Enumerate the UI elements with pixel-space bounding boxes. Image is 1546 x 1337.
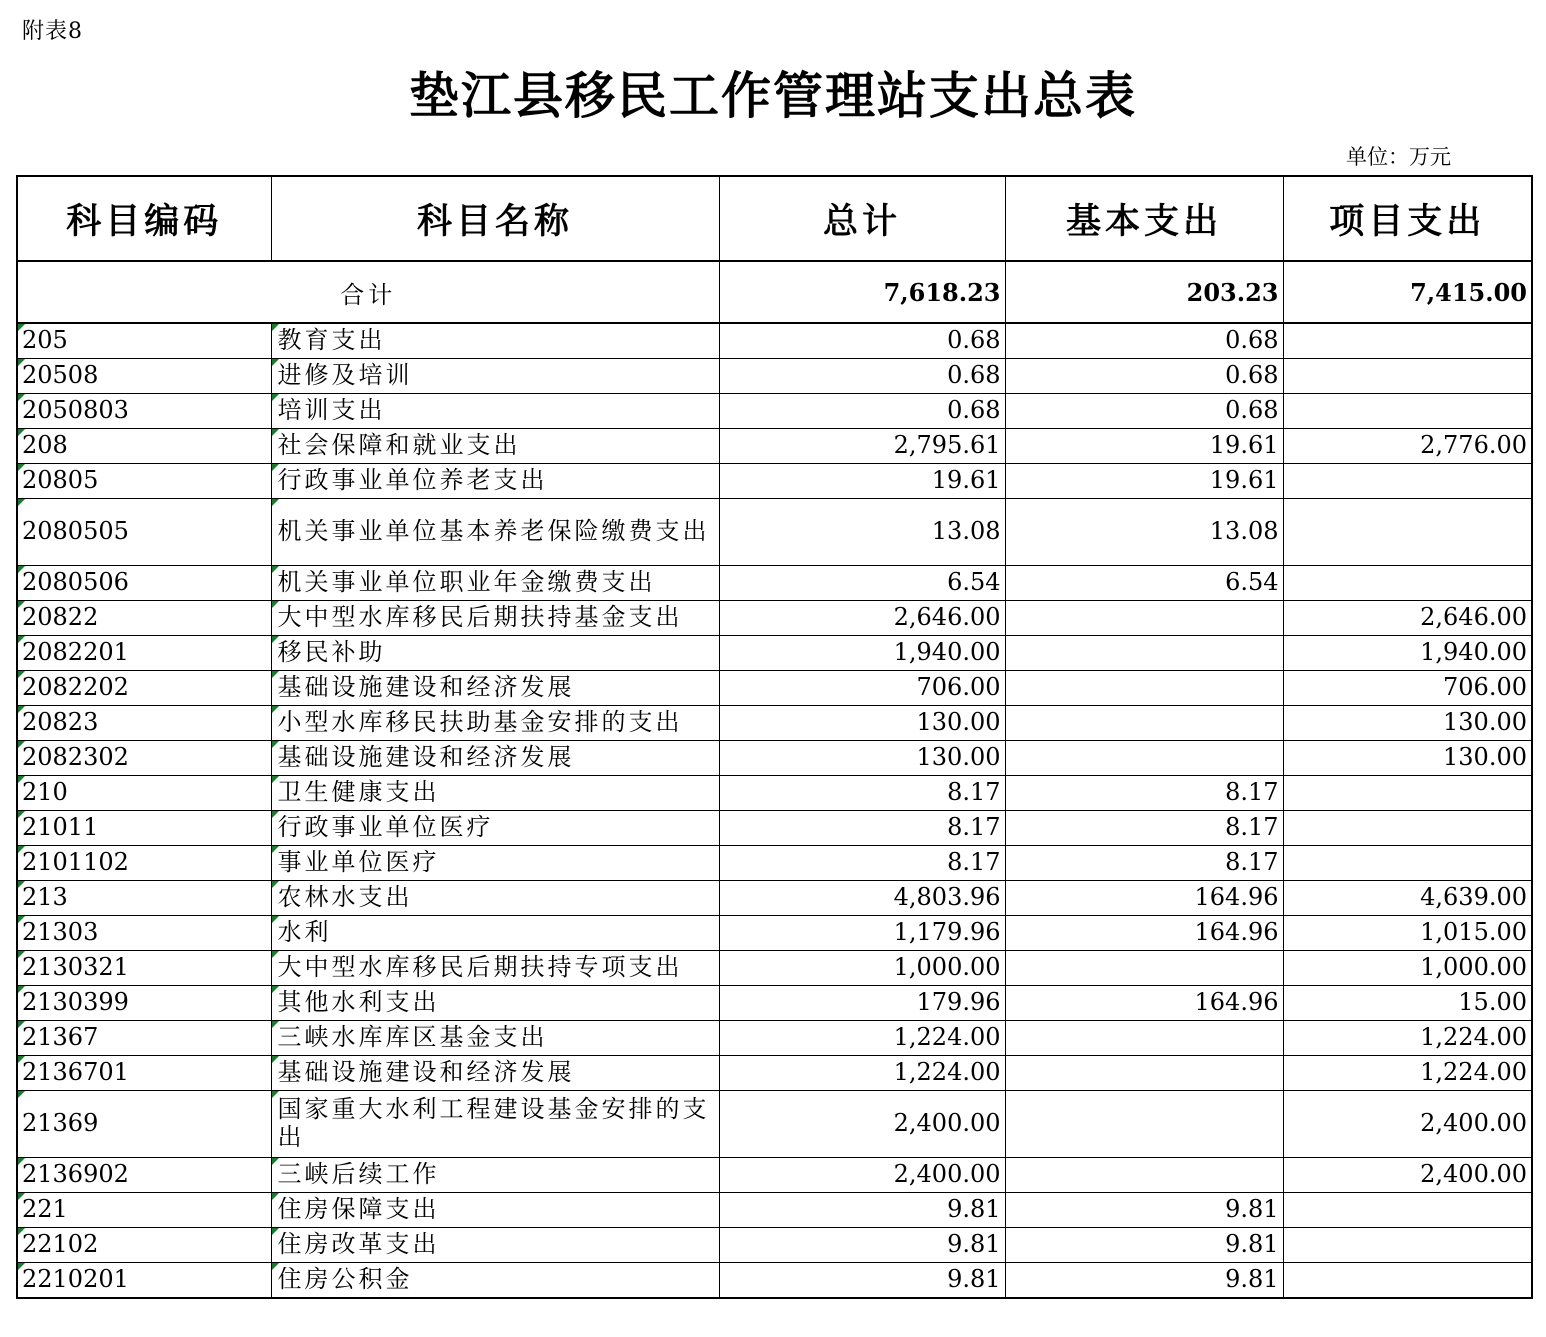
header-row bbox=[17, 176, 1532, 261]
row-basic bbox=[1005, 601, 1283, 636]
row-code: 2050803 bbox=[22, 396, 129, 425]
row-basic bbox=[1005, 951, 1283, 986]
row-total: 8.17 bbox=[719, 776, 1005, 811]
table-row bbox=[17, 916, 1532, 951]
table-row bbox=[17, 1056, 1532, 1091]
cell-marker-icon bbox=[272, 741, 279, 748]
row-basic: 19.61 bbox=[1005, 429, 1283, 464]
cell-marker-icon bbox=[18, 601, 25, 608]
row-code: 221 bbox=[22, 1195, 68, 1224]
table-row bbox=[17, 706, 1532, 741]
row-code: 20805 bbox=[22, 466, 99, 495]
row-name: 机关事业单位职业年金缴费支出 bbox=[277, 568, 656, 597]
row-project: 2,400.00 bbox=[1283, 1158, 1532, 1193]
table-row bbox=[17, 636, 1532, 671]
row-project bbox=[1283, 359, 1532, 394]
row-basic bbox=[1005, 636, 1283, 671]
row-name: 国家重大水利工程建设基金安排的支出 bbox=[277, 1095, 710, 1151]
cell-marker-icon bbox=[18, 429, 25, 436]
row-project: 130.00 bbox=[1283, 741, 1532, 776]
row-project bbox=[1283, 394, 1532, 429]
row-name: 三峡水库库区基金支出 bbox=[277, 1023, 548, 1052]
row-name-cell bbox=[271, 429, 719, 464]
row-basic: 19.61 bbox=[1005, 464, 1283, 499]
row-code: 2101102 bbox=[22, 848, 129, 877]
row-code: 2082202 bbox=[22, 673, 129, 702]
cell-marker-icon bbox=[18, 986, 25, 993]
row-code: 2082302 bbox=[22, 743, 129, 772]
row-name-cell bbox=[271, 1228, 719, 1263]
row-name-cell bbox=[271, 1263, 719, 1299]
header-project: 项目支出 bbox=[1283, 176, 1532, 261]
row-name-cell bbox=[271, 1193, 719, 1228]
table-row bbox=[17, 1021, 1532, 1056]
row-code-cell bbox=[17, 671, 271, 706]
row-name-cell bbox=[271, 1056, 719, 1091]
cell-marker-icon bbox=[272, 671, 279, 678]
cell-marker-icon bbox=[18, 499, 25, 506]
row-total: 4,803.96 bbox=[719, 881, 1005, 916]
row-name-cell bbox=[271, 1091, 719, 1158]
expenditure-table bbox=[16, 175, 1533, 1299]
row-code: 20508 bbox=[22, 361, 99, 390]
row-project: 2,400.00 bbox=[1283, 1091, 1532, 1158]
row-project bbox=[1283, 499, 1532, 566]
row-code-cell bbox=[17, 1193, 271, 1228]
row-code-cell bbox=[17, 811, 271, 846]
table-row bbox=[17, 846, 1532, 881]
cell-marker-icon bbox=[272, 636, 279, 643]
row-name: 住房改革支出 bbox=[277, 1230, 440, 1259]
row-name: 社会保障和就业支出 bbox=[277, 431, 521, 460]
unit-label: 单位：万元 bbox=[1346, 145, 1451, 169]
row-name: 进修及培训 bbox=[277, 361, 413, 390]
cell-marker-icon bbox=[272, 394, 279, 401]
row-code: 210 bbox=[22, 778, 68, 807]
table-row bbox=[17, 811, 1532, 846]
table-row bbox=[17, 566, 1532, 601]
row-name-cell bbox=[271, 811, 719, 846]
total-project: 7,415.00 bbox=[1283, 261, 1532, 323]
page-title: 垫江县移民工作管理站支出总表 bbox=[409, 66, 1137, 125]
row-total: 706.00 bbox=[719, 671, 1005, 706]
row-name: 大中型水库移民后期扶持基金支出 bbox=[277, 603, 683, 632]
row-name: 移民补助 bbox=[277, 638, 386, 667]
row-basic: 8.17 bbox=[1005, 811, 1283, 846]
row-project bbox=[1283, 464, 1532, 499]
row-code: 2210201 bbox=[22, 1265, 129, 1294]
row-project: 130.00 bbox=[1283, 706, 1532, 741]
row-total: 6.54 bbox=[719, 566, 1005, 601]
row-project bbox=[1283, 1263, 1532, 1299]
row-name: 培训支出 bbox=[277, 396, 386, 425]
row-code: 205 bbox=[22, 326, 68, 355]
row-code-cell bbox=[17, 359, 271, 394]
cell-marker-icon bbox=[272, 566, 279, 573]
cell-marker-icon bbox=[18, 566, 25, 573]
row-name: 基础设施建设和经济发展 bbox=[277, 1058, 575, 1087]
row-name: 行政事业单位医疗 bbox=[277, 813, 494, 842]
cell-marker-icon bbox=[272, 429, 279, 436]
row-name: 教育支出 bbox=[277, 326, 386, 355]
table-row bbox=[17, 986, 1532, 1021]
row-project bbox=[1283, 776, 1532, 811]
row-total: 2,795.61 bbox=[719, 429, 1005, 464]
row-name-cell bbox=[271, 1158, 719, 1193]
cell-marker-icon bbox=[272, 359, 279, 366]
cell-marker-icon bbox=[272, 1021, 279, 1028]
cell-marker-icon bbox=[272, 811, 279, 818]
row-name: 水利 bbox=[277, 918, 332, 947]
cell-marker-icon bbox=[18, 1158, 25, 1165]
cell-marker-icon bbox=[18, 671, 25, 678]
row-basic bbox=[1005, 741, 1283, 776]
cell-marker-icon bbox=[18, 916, 25, 923]
row-basic: 164.96 bbox=[1005, 916, 1283, 951]
row-name-cell bbox=[271, 986, 719, 1021]
row-code-cell bbox=[17, 951, 271, 986]
row-project: 2,776.00 bbox=[1283, 429, 1532, 464]
cell-marker-icon bbox=[272, 324, 279, 331]
row-project bbox=[1283, 811, 1532, 846]
row-basic: 0.68 bbox=[1005, 323, 1283, 359]
cell-marker-icon bbox=[18, 776, 25, 783]
total-label: 合计 bbox=[17, 261, 719, 323]
row-total: 1,000.00 bbox=[719, 951, 1005, 986]
row-code: 208 bbox=[22, 431, 68, 460]
cell-marker-icon bbox=[18, 464, 25, 471]
row-total: 0.68 bbox=[719, 359, 1005, 394]
cell-marker-icon bbox=[272, 1091, 279, 1098]
row-code-cell bbox=[17, 499, 271, 566]
cell-marker-icon bbox=[18, 1193, 25, 1200]
row-code: 20823 bbox=[22, 708, 99, 737]
row-basic: 0.68 bbox=[1005, 359, 1283, 394]
total-basic: 203.23 bbox=[1005, 261, 1283, 323]
row-code: 2080506 bbox=[22, 568, 129, 597]
row-code-cell bbox=[17, 776, 271, 811]
row-name-cell bbox=[271, 671, 719, 706]
cell-marker-icon bbox=[272, 881, 279, 888]
row-name: 事业单位医疗 bbox=[277, 848, 440, 877]
row-total: 8.17 bbox=[719, 846, 1005, 881]
row-basic: 164.96 bbox=[1005, 986, 1283, 1021]
row-name-cell bbox=[271, 323, 719, 359]
row-code-cell bbox=[17, 1263, 271, 1299]
row-name-cell bbox=[271, 394, 719, 429]
row-code-cell bbox=[17, 916, 271, 951]
row-code-cell bbox=[17, 1021, 271, 1056]
row-code-cell bbox=[17, 636, 271, 671]
row-code-cell bbox=[17, 601, 271, 636]
cell-marker-icon bbox=[18, 951, 25, 958]
table-row bbox=[17, 499, 1532, 566]
header-total: 总计 bbox=[719, 176, 1005, 261]
row-code: 2080505 bbox=[22, 517, 129, 546]
row-name-cell bbox=[271, 636, 719, 671]
row-total: 2,400.00 bbox=[719, 1091, 1005, 1158]
row-total: 0.68 bbox=[719, 394, 1005, 429]
cell-marker-icon bbox=[272, 1263, 279, 1270]
row-name: 住房公积金 bbox=[277, 1265, 413, 1294]
cell-marker-icon bbox=[272, 776, 279, 783]
row-total: 19.61 bbox=[719, 464, 1005, 499]
row-code: 2130321 bbox=[22, 953, 129, 982]
cell-marker-icon bbox=[18, 706, 25, 713]
row-project: 1,940.00 bbox=[1283, 636, 1532, 671]
row-code: 21303 bbox=[22, 918, 99, 947]
row-basic bbox=[1005, 706, 1283, 741]
row-total: 1,224.00 bbox=[719, 1056, 1005, 1091]
table-row bbox=[17, 951, 1532, 986]
cell-marker-icon bbox=[18, 741, 25, 748]
row-name: 小型水库移民扶助基金安排的支出 bbox=[277, 708, 683, 737]
cell-marker-icon bbox=[18, 846, 25, 853]
row-name: 卫生健康支出 bbox=[277, 778, 440, 807]
row-total: 0.68 bbox=[719, 323, 1005, 359]
cell-marker-icon bbox=[18, 881, 25, 888]
row-name: 行政事业单位养老支出 bbox=[277, 466, 548, 495]
cell-marker-icon bbox=[272, 951, 279, 958]
row-total: 9.81 bbox=[719, 1193, 1005, 1228]
row-total: 179.96 bbox=[719, 986, 1005, 1021]
row-code: 2082201 bbox=[22, 638, 129, 667]
row-name-cell bbox=[271, 601, 719, 636]
row-code: 213 bbox=[22, 883, 68, 912]
row-project: 1,015.00 bbox=[1283, 916, 1532, 951]
cell-marker-icon bbox=[272, 1056, 279, 1063]
row-total: 9.81 bbox=[719, 1263, 1005, 1299]
row-project bbox=[1283, 846, 1532, 881]
row-total: 1,224.00 bbox=[719, 1021, 1005, 1056]
cell-marker-icon bbox=[272, 706, 279, 713]
row-basic bbox=[1005, 1021, 1283, 1056]
attachment-label: 附表8 bbox=[22, 19, 83, 44]
cell-marker-icon bbox=[18, 394, 25, 401]
row-code: 22102 bbox=[22, 1230, 99, 1259]
table-row bbox=[17, 776, 1532, 811]
cell-marker-icon bbox=[272, 1158, 279, 1165]
cell-marker-icon bbox=[272, 986, 279, 993]
row-total: 130.00 bbox=[719, 741, 1005, 776]
row-basic bbox=[1005, 1091, 1283, 1158]
total-row bbox=[17, 261, 1532, 323]
row-project bbox=[1283, 566, 1532, 601]
row-name: 基础设施建设和经济发展 bbox=[277, 743, 575, 772]
cell-marker-icon bbox=[272, 916, 279, 923]
row-basic bbox=[1005, 1056, 1283, 1091]
table-row bbox=[17, 671, 1532, 706]
table-row bbox=[17, 741, 1532, 776]
row-basic: 8.17 bbox=[1005, 776, 1283, 811]
cell-marker-icon bbox=[18, 1228, 25, 1235]
cell-marker-icon bbox=[18, 1091, 25, 1098]
row-name-cell bbox=[271, 359, 719, 394]
row-name: 其他水利支出 bbox=[277, 988, 440, 1017]
row-code-cell bbox=[17, 1228, 271, 1263]
cell-marker-icon bbox=[272, 464, 279, 471]
row-total: 9.81 bbox=[719, 1228, 1005, 1263]
cell-marker-icon bbox=[272, 846, 279, 853]
row-total: 13.08 bbox=[719, 499, 1005, 566]
row-name: 大中型水库移民后期扶持专项支出 bbox=[277, 953, 683, 982]
row-name: 住房保障支出 bbox=[277, 1195, 440, 1224]
table-row bbox=[17, 1263, 1532, 1299]
row-name: 农林水支出 bbox=[277, 883, 413, 912]
table-row bbox=[17, 1158, 1532, 1193]
table-row bbox=[17, 323, 1532, 359]
row-code: 21011 bbox=[22, 813, 99, 842]
row-project: 1,224.00 bbox=[1283, 1021, 1532, 1056]
row-code: 2136902 bbox=[22, 1160, 129, 1189]
row-basic bbox=[1005, 671, 1283, 706]
row-code: 20822 bbox=[22, 603, 99, 632]
cell-marker-icon bbox=[272, 499, 279, 506]
row-name-cell bbox=[271, 464, 719, 499]
row-project: 2,646.00 bbox=[1283, 601, 1532, 636]
table-row bbox=[17, 394, 1532, 429]
row-code-cell bbox=[17, 1158, 271, 1193]
row-name-cell bbox=[271, 499, 719, 566]
row-basic: 8.17 bbox=[1005, 846, 1283, 881]
row-project bbox=[1283, 1228, 1532, 1263]
table-row bbox=[17, 1193, 1532, 1228]
row-basic: 9.81 bbox=[1005, 1193, 1283, 1228]
row-name-cell bbox=[271, 706, 719, 741]
cell-marker-icon bbox=[18, 1263, 25, 1270]
row-code-cell bbox=[17, 706, 271, 741]
table-row bbox=[17, 429, 1532, 464]
cell-marker-icon bbox=[18, 1056, 25, 1063]
row-basic: 13.08 bbox=[1005, 499, 1283, 566]
cell-marker-icon bbox=[272, 601, 279, 608]
row-project: 4,639.00 bbox=[1283, 881, 1532, 916]
row-total: 130.00 bbox=[719, 706, 1005, 741]
cell-marker-icon bbox=[272, 1228, 279, 1235]
row-basic: 9.81 bbox=[1005, 1228, 1283, 1263]
row-basic: 9.81 bbox=[1005, 1263, 1283, 1299]
row-code-cell bbox=[17, 1091, 271, 1158]
row-name-cell bbox=[271, 846, 719, 881]
row-total: 1,940.00 bbox=[719, 636, 1005, 671]
row-code-cell bbox=[17, 1056, 271, 1091]
row-code-cell bbox=[17, 986, 271, 1021]
total-total: 7,618.23 bbox=[719, 261, 1005, 323]
table-row bbox=[17, 1091, 1532, 1158]
row-code-cell bbox=[17, 323, 271, 359]
header-code: 科目编码 bbox=[17, 176, 271, 261]
row-total: 2,646.00 bbox=[719, 601, 1005, 636]
row-name: 机关事业单位基本养老保险缴费支出 bbox=[277, 517, 710, 546]
row-code-cell bbox=[17, 741, 271, 776]
row-name-cell bbox=[271, 1021, 719, 1056]
cell-marker-icon bbox=[18, 324, 25, 331]
row-code: 2136701 bbox=[22, 1058, 129, 1087]
header-basic: 基本支出 bbox=[1005, 176, 1283, 261]
row-code-cell bbox=[17, 846, 271, 881]
row-project: 706.00 bbox=[1283, 671, 1532, 706]
table-row bbox=[17, 1228, 1532, 1263]
row-name: 基础设施建设和经济发展 bbox=[277, 673, 575, 702]
row-basic: 6.54 bbox=[1005, 566, 1283, 601]
row-total: 8.17 bbox=[719, 811, 1005, 846]
table-row bbox=[17, 881, 1532, 916]
row-project: 1,000.00 bbox=[1283, 951, 1532, 986]
row-project: 15.00 bbox=[1283, 986, 1532, 1021]
row-total: 1,179.96 bbox=[719, 916, 1005, 951]
row-name-cell bbox=[271, 741, 719, 776]
cell-marker-icon bbox=[272, 1193, 279, 1200]
row-project: 1,224.00 bbox=[1283, 1056, 1532, 1091]
table-row bbox=[17, 601, 1532, 636]
table-row bbox=[17, 359, 1532, 394]
row-name-cell bbox=[271, 566, 719, 601]
row-basic bbox=[1005, 1158, 1283, 1193]
row-code-cell bbox=[17, 464, 271, 499]
row-name-cell bbox=[271, 881, 719, 916]
cell-marker-icon bbox=[18, 1021, 25, 1028]
row-code-cell bbox=[17, 881, 271, 916]
row-name-cell bbox=[271, 916, 719, 951]
cell-marker-icon bbox=[18, 811, 25, 818]
row-project bbox=[1283, 1193, 1532, 1228]
row-name-cell bbox=[271, 951, 719, 986]
table-row bbox=[17, 464, 1532, 499]
row-name: 三峡后续工作 bbox=[277, 1160, 440, 1189]
row-project bbox=[1283, 323, 1532, 359]
row-name-cell bbox=[271, 776, 719, 811]
row-code-cell bbox=[17, 394, 271, 429]
row-code: 21367 bbox=[22, 1023, 99, 1052]
row-code: 2130399 bbox=[22, 988, 129, 1017]
header-name: 科目名称 bbox=[271, 176, 719, 261]
row-basic: 164.96 bbox=[1005, 881, 1283, 916]
cell-marker-icon bbox=[18, 636, 25, 643]
row-code-cell bbox=[17, 566, 271, 601]
row-code-cell bbox=[17, 429, 271, 464]
row-total: 2,400.00 bbox=[719, 1158, 1005, 1193]
cell-marker-icon bbox=[18, 359, 25, 366]
row-code: 21369 bbox=[22, 1109, 99, 1138]
row-basic: 0.68 bbox=[1005, 394, 1283, 429]
